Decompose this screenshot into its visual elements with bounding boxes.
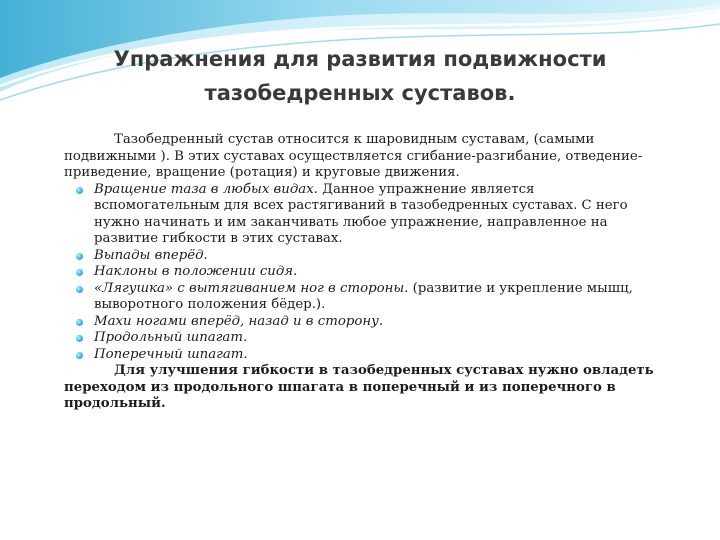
exercise-name: Вращение таза в любых видах. bbox=[94, 181, 318, 197]
list-item bbox=[64, 182, 664, 248]
exercise-name: Махи ногами вперёд, назад и в сторону. bbox=[94, 313, 384, 329]
slide-body bbox=[64, 132, 664, 413]
exercise-description: (развитие и укрепление мышц, выворотного положения бёдер.). bbox=[94, 280, 633, 312]
list-item bbox=[64, 330, 664, 347]
list-item bbox=[64, 347, 664, 364]
exercise-name: «Лягушка» с вытягиванием ног в стороны. bbox=[94, 280, 409, 296]
conclusion-paragraph: Для улучшения гибкости в тазобедренных суставах нужно овладеть переходом из продольного шпагата в поперечный и из поперечного в продольный. bbox=[64, 363, 654, 411]
list-item bbox=[64, 248, 664, 265]
exercise-list bbox=[64, 182, 664, 364]
title-line-1: Упражнения для развития подвижности bbox=[113, 47, 607, 71]
bullet-icon bbox=[76, 269, 83, 276]
exercise-description: Данное упражнение является вспомогательным для всех растягиваний в тазобедренных суставах. С него нужно начинать и им заканчивать любое упражнение, направленное на развитие гибкости в этих суставах. bbox=[94, 181, 628, 246]
intro-paragraph: Тазобедренный сустав относится к шаровидным суставам, (самыми подвижными ). В этих суставах осуществляется сгибание-разгибание, отведение-приведение, вращение (ротация) и круговые движения. bbox=[64, 132, 643, 180]
exercise-name: Выпады вперёд. bbox=[94, 247, 208, 263]
list-item bbox=[64, 264, 664, 281]
bullet-icon bbox=[76, 335, 83, 342]
slide-title bbox=[60, 42, 660, 110]
list-item bbox=[64, 314, 664, 331]
bullet-icon bbox=[76, 352, 83, 359]
title-line-2: тазобедренных суставов. bbox=[204, 81, 516, 105]
exercise-name: Наклоны в положении сидя. bbox=[94, 264, 298, 279]
bullet-icon bbox=[76, 286, 83, 293]
bullet-icon bbox=[76, 319, 83, 326]
list-item bbox=[64, 281, 664, 314]
bullet-icon bbox=[76, 253, 83, 260]
bullet-icon bbox=[76, 187, 83, 194]
exercise-name: Поперечный шпагат. bbox=[94, 346, 248, 362]
exercise-name: Продольный шпагат. bbox=[94, 330, 248, 345]
